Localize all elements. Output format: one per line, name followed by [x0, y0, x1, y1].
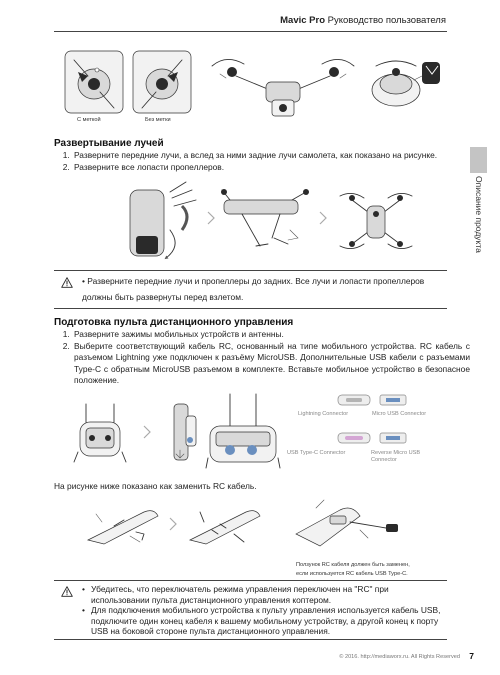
- propeller-mount-illustration: [366, 50, 444, 116]
- label-reverse-micro-usb-connector: [371, 450, 420, 464]
- side-tab-label: Описание продукта: [474, 176, 484, 253]
- cable-swap-step3-illustration: [290, 494, 406, 556]
- drone-front-illustration: [208, 50, 358, 120]
- reverse-micro-usb-connector-illustration: [378, 431, 408, 445]
- remote-prep-steps: [54, 329, 470, 387]
- step-arrow: [142, 424, 152, 440]
- lightning-connector-illustration: [336, 393, 372, 407]
- list-item: 1. Разверните зажимы мобильных устройств и антенны.: [72, 329, 470, 341]
- warning-icon: [61, 277, 73, 288]
- propeller-unmarked-illustration: [132, 50, 194, 116]
- cable-swap-intro: На рисунке ниже показано как заменить RC кабель.: [54, 481, 257, 491]
- list-item: 2. Разверните все лопасти пропеллеров.: [72, 162, 472, 174]
- warning-unfold-body: Разверните передние лучи и пропеллеры до задних. Все лучи и лопасти пропеллеров должны быть развернуты перед взлетом.: [82, 276, 425, 302]
- cable-swap-note-line1: Ползунок RC кабеля должен быть заменен,: [296, 562, 410, 568]
- warning-rule-bottom: [54, 308, 447, 309]
- remote-controller-open-illustration: [204, 390, 282, 470]
- warning-rule-top: [54, 270, 447, 271]
- warning2-rule-top: [54, 580, 447, 581]
- label-lightning-connector: Lightning Connector: [298, 411, 349, 417]
- step-arrow: [168, 516, 178, 532]
- unfolding-steps: [54, 150, 472, 173]
- micro-usb-connector-illustration: [378, 393, 408, 407]
- caption-marked: С меткой: [77, 117, 101, 123]
- remote-controller-folded-illustration: [68, 398, 132, 466]
- propeller-marked-illustration: [64, 50, 126, 116]
- cable-swap-note-line2: если используется RC кабель USB Type-C.: [296, 571, 408, 577]
- header-doc-title: Руководство пользователя: [327, 15, 446, 26]
- section-title-remote-prep: Подготовка пульта дистанционного управления: [54, 317, 294, 328]
- list-item: • Для подключения мобильного устройства к пульту управления используется кабель USB, подключите один конец кабеля к вашему мобильному устройству, а другой конец к порту USB на боковой стороне пульта дистанционного управления.: [82, 605, 444, 637]
- drone-folded-illustration: [116, 180, 202, 264]
- label-usb-type-c-connector: USB Type-C Connector: [287, 450, 346, 456]
- drone-unfolded-illustration: [336, 182, 416, 260]
- warning-unfold-text: • Разверните передние лучи и пропеллеры до задних. Все лучи и лопасти пропеллеров должны быть развернуты перед взлетом.: [82, 276, 425, 302]
- page-number: 7: [469, 651, 474, 661]
- list-item: • Убедитесь, что переключатель режима управления переключен на "RC" при использовании пульта дистанционного управления коптером.: [82, 584, 444, 605]
- header-rule: [54, 31, 447, 32]
- label-micro-usb-connector: Micro USB Connector: [372, 411, 427, 417]
- cable-swap-step1-illustration: [84, 500, 162, 550]
- warning2-rule-bottom: [54, 639, 447, 640]
- header-title: [280, 15, 446, 26]
- footer-copyright: © 2016. http://mediaworx.ru. All Rights Reserved: [339, 654, 460, 660]
- step-arrow: [318, 210, 328, 226]
- step-arrow: [206, 210, 216, 226]
- caption-unmarked: Без метки: [145, 117, 171, 123]
- remote-controller-side-illustration: [166, 402, 200, 464]
- warning2-list: [82, 584, 444, 637]
- cable-swap-step2-illustration: [186, 500, 264, 550]
- label-reverse-micro-usb-line2: Connector: [371, 457, 397, 463]
- cable-swap-note: [296, 561, 410, 579]
- label-reverse-micro-usb-line1: Reverse Micro USB: [371, 450, 421, 456]
- header-brand: Mavic Pro: [280, 15, 326, 26]
- side-tab-marker: [470, 147, 487, 173]
- list-item: 2. Выберите соответствующий кабель RC, основанный на типе мобильного устройства. RC кабель с разъемом Lightning уже подключен к разъёму MicroUSB. Дополнительные USB кабели с разъемами Type-C с обратным MicroUSB разъемом в комплекте. Вставьте мобильное устройство в безопасное положение.: [72, 341, 470, 387]
- drone-partially-unfolded-illustration: [220, 186, 316, 252]
- warning-icon: [61, 586, 73, 597]
- section-title-unfolding-arms: Развертывание лучей: [54, 138, 164, 149]
- usb-type-c-connector-illustration: [336, 431, 372, 445]
- list-item: 1. Разверните передние лучи, а вслед за ними задние лучи самолета, как показано на рисунке.: [72, 150, 472, 162]
